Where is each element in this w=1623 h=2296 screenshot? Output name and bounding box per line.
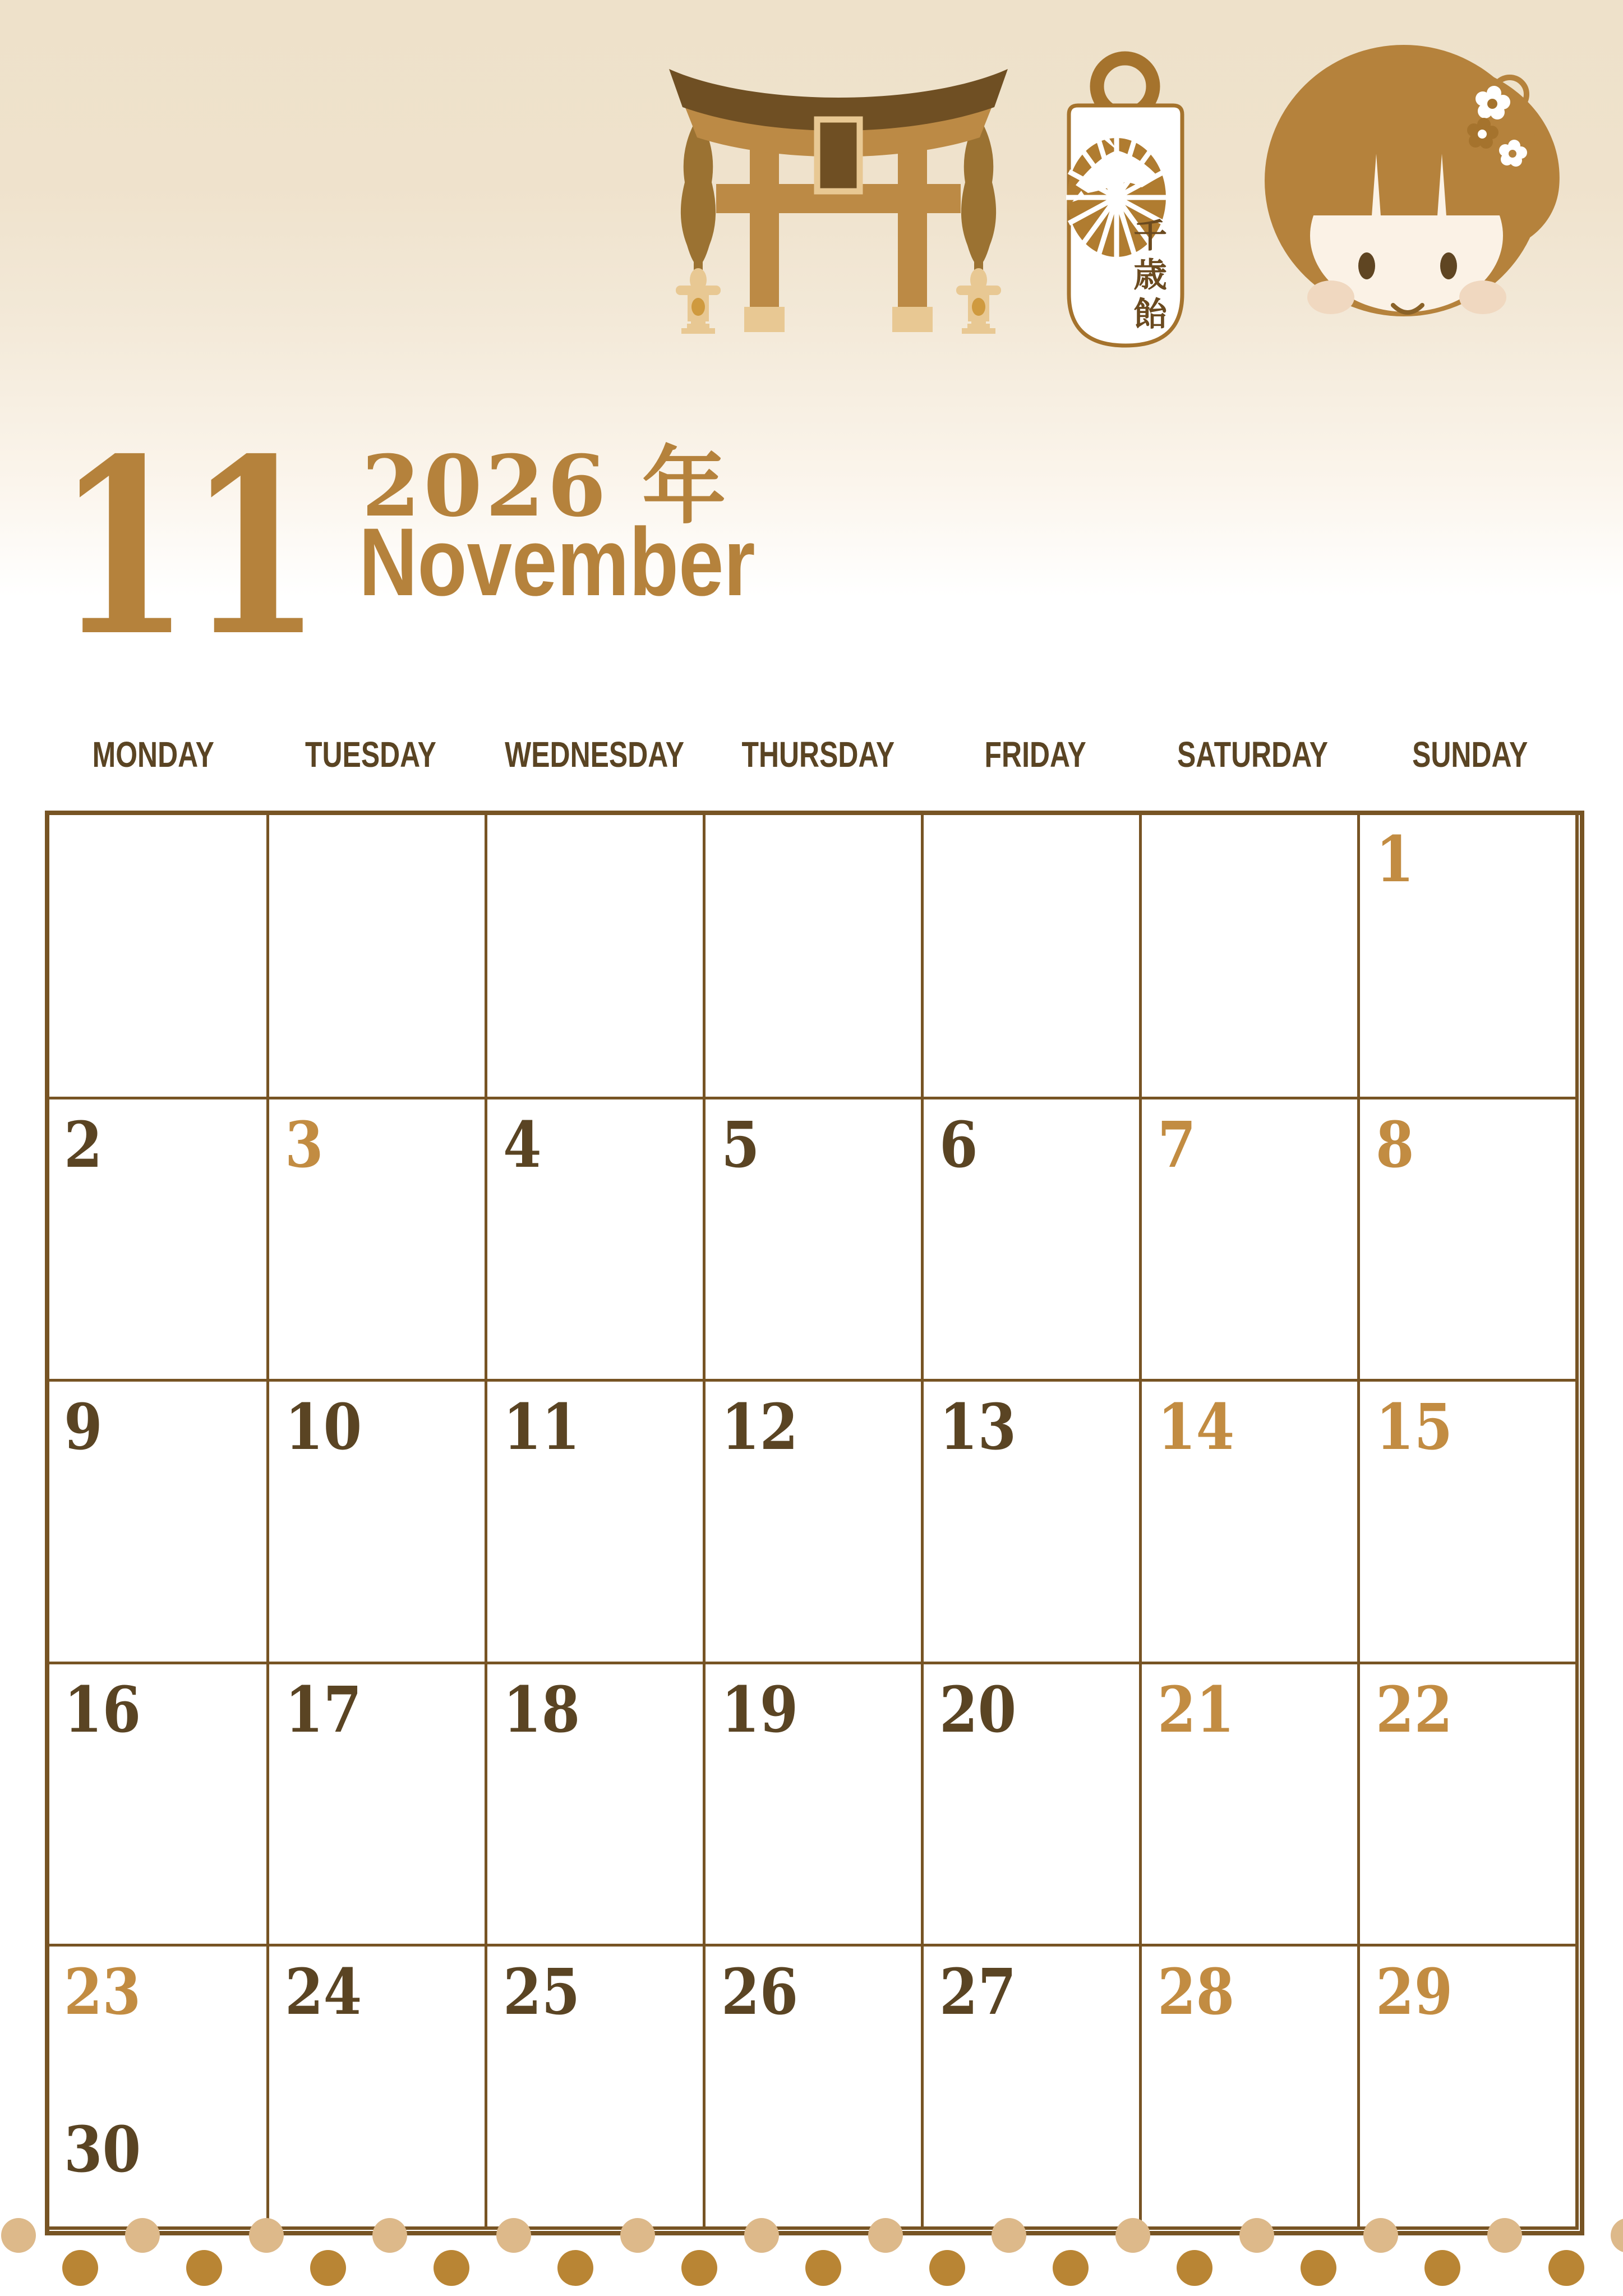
calendar-cell <box>921 1379 1139 1662</box>
day-number: 5 <box>721 1108 760 1182</box>
calendar-cell <box>485 1097 703 1379</box>
day-number: 16 <box>64 1673 141 1747</box>
calendar-cell <box>1357 1379 1575 1662</box>
dot <box>557 2250 593 2286</box>
day-number: 19 <box>721 1673 799 1747</box>
dot <box>186 2250 222 2286</box>
calendar-cell <box>266 1097 485 1379</box>
dot <box>1177 2250 1212 2286</box>
shichigosan-girl-icon <box>1256 40 1573 338</box>
calendar-cell <box>921 814 1139 1097</box>
chitose-ame-bag-icon <box>1059 40 1192 353</box>
dot <box>620 2218 655 2253</box>
dot <box>1424 2250 1460 2286</box>
dot <box>929 2250 965 2286</box>
day-number: 23 <box>64 1955 141 2030</box>
day-number: 18 <box>503 1673 580 1747</box>
dot <box>868 2218 903 2253</box>
day-number: 28 <box>1158 1955 1235 2030</box>
dot <box>1611 2218 1623 2253</box>
calendar-cell <box>1139 1944 1357 2226</box>
day-number: 14 <box>1158 1391 1235 1465</box>
calendar-cell <box>703 1097 921 1379</box>
calendar-cell <box>48 1944 266 2226</box>
calendar-cell <box>485 1944 703 2226</box>
calendar-cell <box>921 1662 1139 1944</box>
calendar-cell <box>921 1097 1139 1379</box>
calendar-cell <box>48 1097 266 1379</box>
calendar-cell <box>703 1379 921 1662</box>
dot <box>496 2218 531 2253</box>
calendar-cell <box>266 1379 485 1662</box>
dot <box>1363 2218 1398 2253</box>
weekday-header: SATURDAY <box>1177 734 1329 775</box>
dot <box>372 2218 407 2253</box>
calendar-cell <box>1357 1944 1575 2226</box>
dot <box>1239 2218 1274 2253</box>
dot <box>125 2218 160 2253</box>
month-number: 11 <box>56 406 320 689</box>
day-number: 25 <box>503 1955 580 2030</box>
day-number: 4 <box>503 1108 542 1182</box>
dot <box>1053 2250 1089 2286</box>
day-number: 24 <box>285 1955 362 2030</box>
dot <box>1548 2250 1584 2286</box>
dot <box>681 2250 717 2286</box>
dot <box>1 2218 36 2253</box>
calendar-cell <box>1357 1662 1575 1944</box>
chitose-ame-label: 千歳飴 <box>1128 218 1167 335</box>
calendar-cell <box>48 1662 266 1944</box>
calendar-grid <box>45 811 1579 2230</box>
calendar-cell <box>703 1662 921 1944</box>
day-number: 2 <box>64 1108 103 1182</box>
weekday-header: SUNDAY <box>1412 734 1528 775</box>
month-name: November <box>359 508 755 616</box>
calendar-cell <box>1357 1097 1575 1379</box>
dot <box>992 2218 1026 2253</box>
calendar-cell <box>266 1662 485 1944</box>
calendar-cell <box>1139 1662 1357 1944</box>
weekday-header: TUESDAY <box>305 734 437 775</box>
day-number: 21 <box>1158 1673 1235 1747</box>
day-number: 12 <box>721 1391 799 1465</box>
calendar-cell <box>485 1662 703 1944</box>
dot <box>805 2250 841 2286</box>
day-number: 6 <box>939 1108 978 1182</box>
calendar-cell <box>266 814 485 1097</box>
day-number: 20 <box>939 1673 1017 1747</box>
day-number: 30 <box>64 2113 141 2187</box>
calendar-cell <box>703 1944 921 2226</box>
weekday-header: MONDAY <box>93 734 215 775</box>
day-number: 9 <box>64 1391 103 1465</box>
calendar-cell <box>485 1379 703 1662</box>
day-number: 7 <box>1158 1108 1196 1182</box>
calendar-cell <box>266 1944 485 2226</box>
day-number: 10 <box>285 1391 362 1465</box>
calendar-cell <box>1139 1379 1357 1662</box>
day-number: 11 <box>503 1391 580 1465</box>
calendar-cell <box>1357 814 1575 1097</box>
dot <box>62 2250 98 2286</box>
weekday-header: THURSDAY <box>741 734 895 775</box>
calendar-cell <box>48 814 266 1097</box>
day-number: 13 <box>939 1391 1017 1465</box>
dot <box>249 2218 284 2253</box>
weekday-header: FRIDAY <box>984 734 1086 775</box>
dot <box>310 2250 346 2286</box>
day-number: 26 <box>721 1955 799 2030</box>
day-number: 3 <box>285 1108 324 1182</box>
calendar-cell <box>1139 1097 1357 1379</box>
calendar-cell <box>485 814 703 1097</box>
day-number: 1 <box>1376 823 1414 896</box>
dot <box>1301 2250 1336 2286</box>
year-label: 2026 年 <box>362 437 730 536</box>
calendar-cell <box>48 1379 266 1662</box>
dot <box>434 2250 469 2286</box>
day-number: 22 <box>1376 1673 1453 1747</box>
dot <box>1487 2218 1522 2253</box>
torii-gate-icon <box>665 53 1012 334</box>
day-number: 8 <box>1376 1108 1414 1182</box>
weekday-header-row <box>45 724 1579 785</box>
day-number: 15 <box>1376 1391 1453 1465</box>
day-number: 17 <box>285 1673 362 1747</box>
calendar-cell <box>921 1944 1139 2226</box>
calendar-cell <box>703 814 921 1097</box>
dot <box>744 2218 779 2253</box>
day-number: 27 <box>939 1955 1017 2030</box>
day-number: 29 <box>1376 1955 1453 2030</box>
calendar-cell <box>1139 814 1357 1097</box>
dot <box>1115 2218 1150 2253</box>
weekday-header: WEDNESDAY <box>505 734 684 775</box>
